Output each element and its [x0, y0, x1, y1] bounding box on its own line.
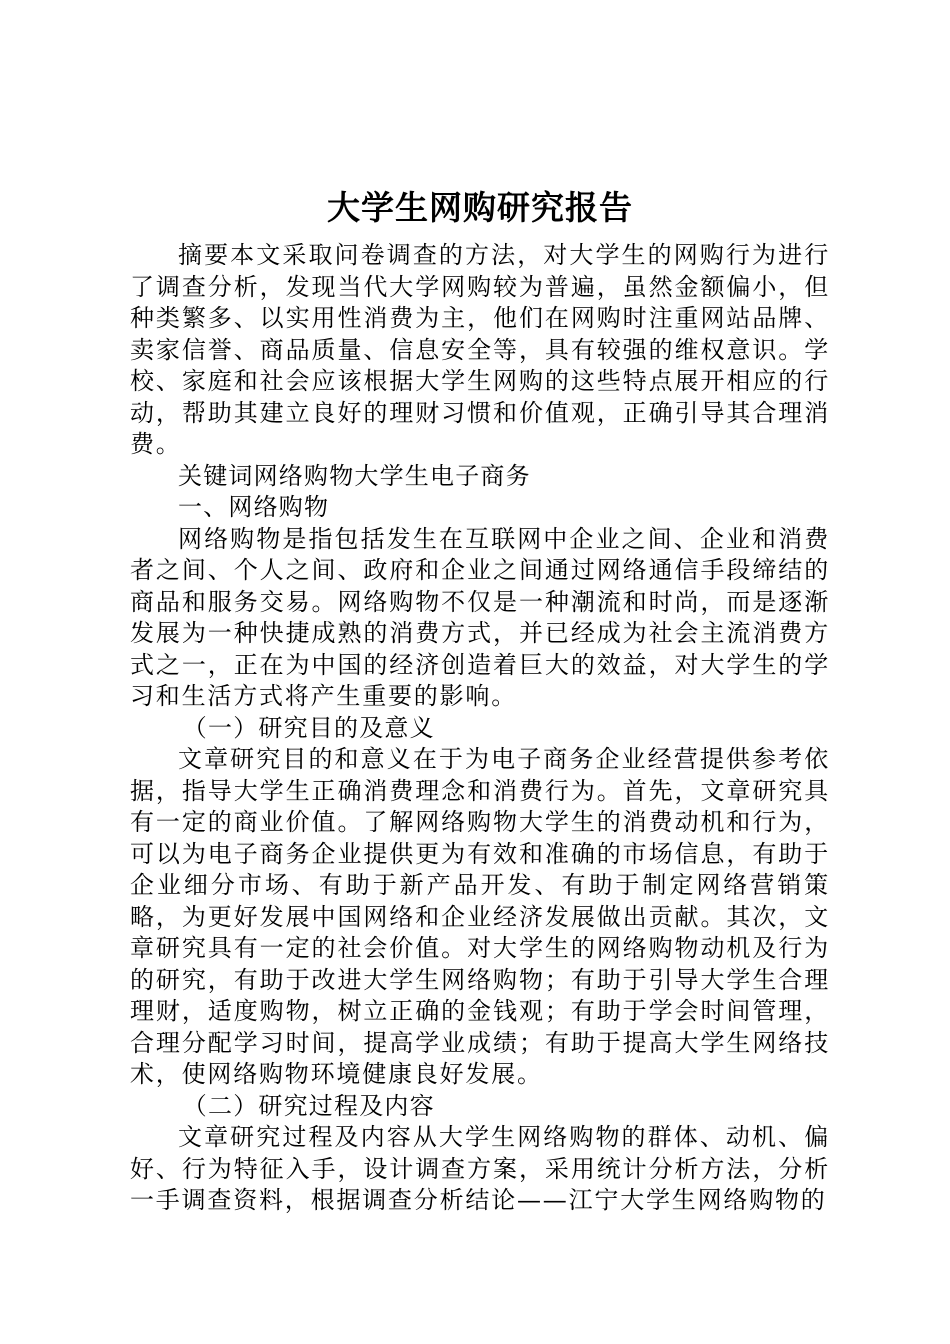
document-content — [130, 182, 830, 1217]
section-paragraph-online-shopping: 网络购物是指包括发生在互联网中企业之间、企业和消费者之间、个人之间、政府和企业之间通过网络通信手段缔结的商品和服务交易。网络购物不仅是一种潮流和时尚，而是逐渐发展为一种快捷成熟的消费方式，并已经成为社会主流消费方式之一，正在为中国的经济创造着巨大的效益，对大学生的学习和生活方式将产生重要的影响。 — [130, 524, 830, 710]
subsection-heading-process: （二）研究过程及内容 — [182, 1091, 435, 1120]
subsection-paragraph-process: 文章研究过程及内容从大学生网络购物的群体、动机、偏好、行为特征入手，设计调查方案，采用统计分析方法，分析一手调查资料，根据调查分析结论——江宁大学生网络购物的 — [130, 1123, 830, 1214]
section-heading-online-shopping: 一、网络购物 — [178, 493, 330, 521]
abstract-paragraph: 摘要本文采取问卷调查的方法，对大学生的网购行为进行了调查分析，发现当代大学网购较为普遍，虽然金额偏小，但种类繁多、以实用性消费为主，他们在网购时注重网站品牌、卖家信誉、商品质量、信息安全等，具有较强的维权意识。学校、家庭和社会应该根据大学生网购的这些特点展开相应的行动，帮助其建立良好的理财习惯和价值观，正确引导其合理消费。 — [130, 241, 830, 458]
subsection-paragraph-purpose: 文章研究目的和意义在于为电子商务企业经营提供参考依据，指导大学生正确消费理念和消费行为。首先，文章研究具有一定的商业价值。了解网络购物大学生的消费动机和行为，可以为电子商务企业提供更为有效和准确的市场信息，有助于企业细分市场、有助于新产品开发、有助于制定网络营销策略，为更好发展中国网络和企业经济发展做出贡献。其次，文章研究具有一定的社会价值。对大学生的网络购物动机及行为的研究，有助于改进大学生网络购物；有助于引导大学生合理理财，适度购物，树立正确的金钱观；有助于学会时间管理，合理分配学习时间，提高学业成绩；有助于提高大学生网络技术，使网络购物环境健康良好发展。 — [130, 745, 830, 1088]
document-title: 大学生网购研究报告 — [327, 188, 633, 227]
subsection-heading-purpose: （一）研究目的及意义 — [182, 713, 435, 742]
keywords-line: 关键词网络购物大学生电子商务 — [178, 461, 531, 490]
